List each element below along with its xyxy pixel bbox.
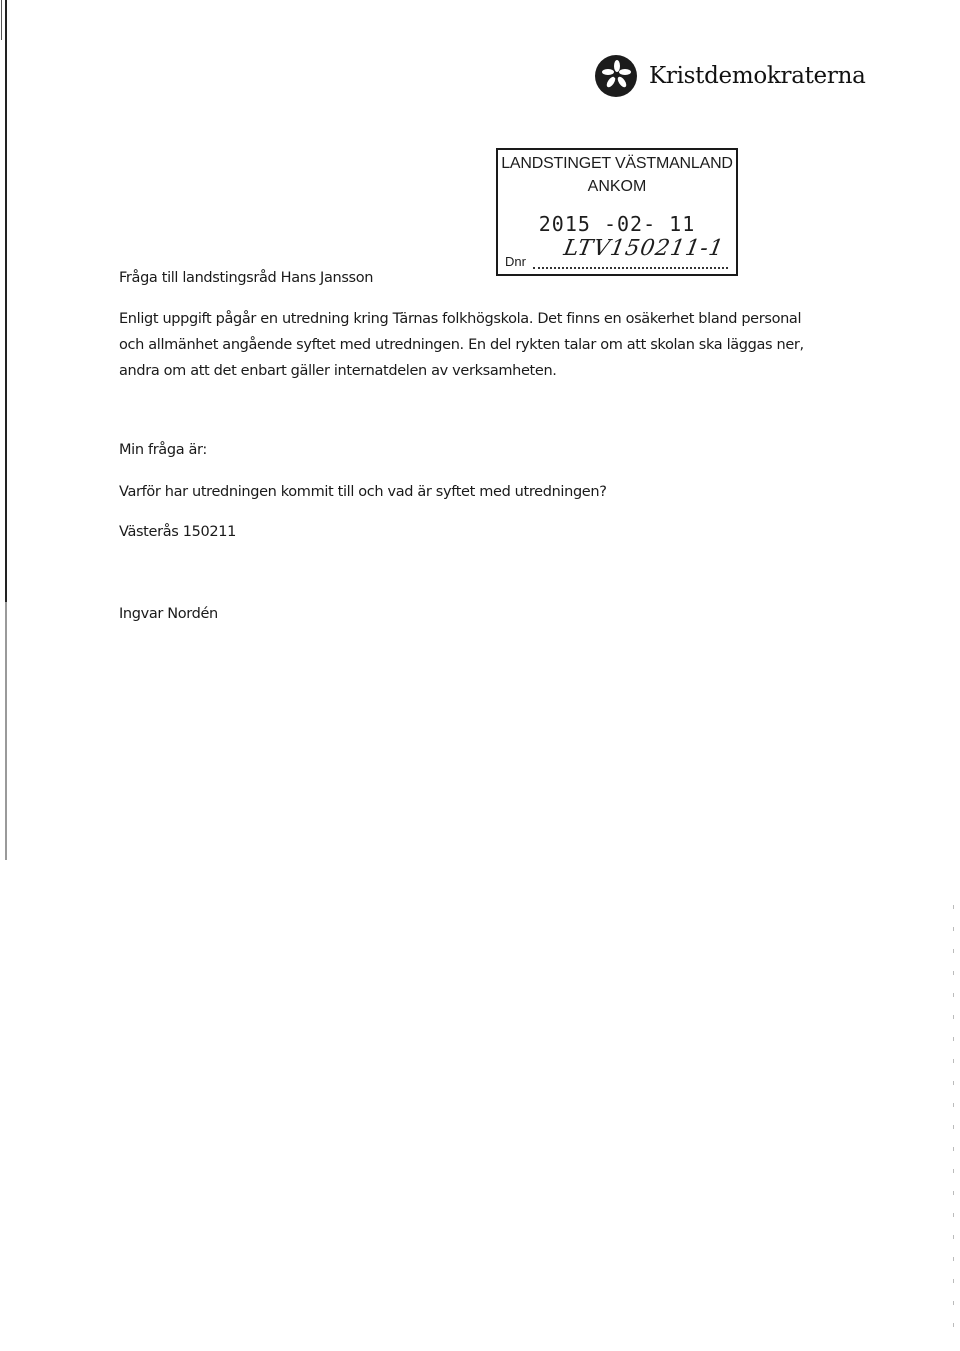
letter-recipient: Fråga till landstingsråd Hans Jansson — [119, 270, 374, 286]
stamp-dotted-line — [533, 267, 728, 269]
party-name: Kristdemokraterna — [649, 63, 866, 89]
party-logo — [594, 52, 866, 100]
stamp-dnr-label: Dnr — [505, 254, 526, 269]
question-text: Varför har utredningen kommit till och vad är syftet med utredningen? — [119, 484, 607, 500]
stamp-date: 2015 -02- 11 — [538, 212, 696, 236]
body-line-1: Enligt uppgift pågår en utredning kring Tärnas folkhögskola. Det finns en osäkerhet bland personal — [119, 311, 802, 327]
body-line-3: andra om att det enbart gäller internatdelen av verksamheten. — [119, 363, 557, 379]
flower-logo-icon — [594, 54, 638, 98]
stamp-dnr-handwritten: LTV150211-1 — [561, 236, 727, 261]
signature-name: Ingvar Nordén — [119, 606, 218, 622]
scan-edge — [1, 0, 2, 40]
scan-noise — [953, 905, 954, 1345]
received-stamp — [496, 148, 738, 276]
stamp-received-label: ANKOM — [587, 178, 647, 195]
question-label: Min fråga är: — [119, 442, 207, 458]
scan-edge — [5, 0, 7, 860]
stamp-organisation: LANDSTINGET VÄSTMANLAND — [501, 155, 733, 172]
place-date: Västerås 150211 — [119, 524, 236, 540]
body-line-2: och allmänhet angående syftet med utredningen. En del rykten talar om att skolan ska läggas ner, — [119, 337, 804, 353]
